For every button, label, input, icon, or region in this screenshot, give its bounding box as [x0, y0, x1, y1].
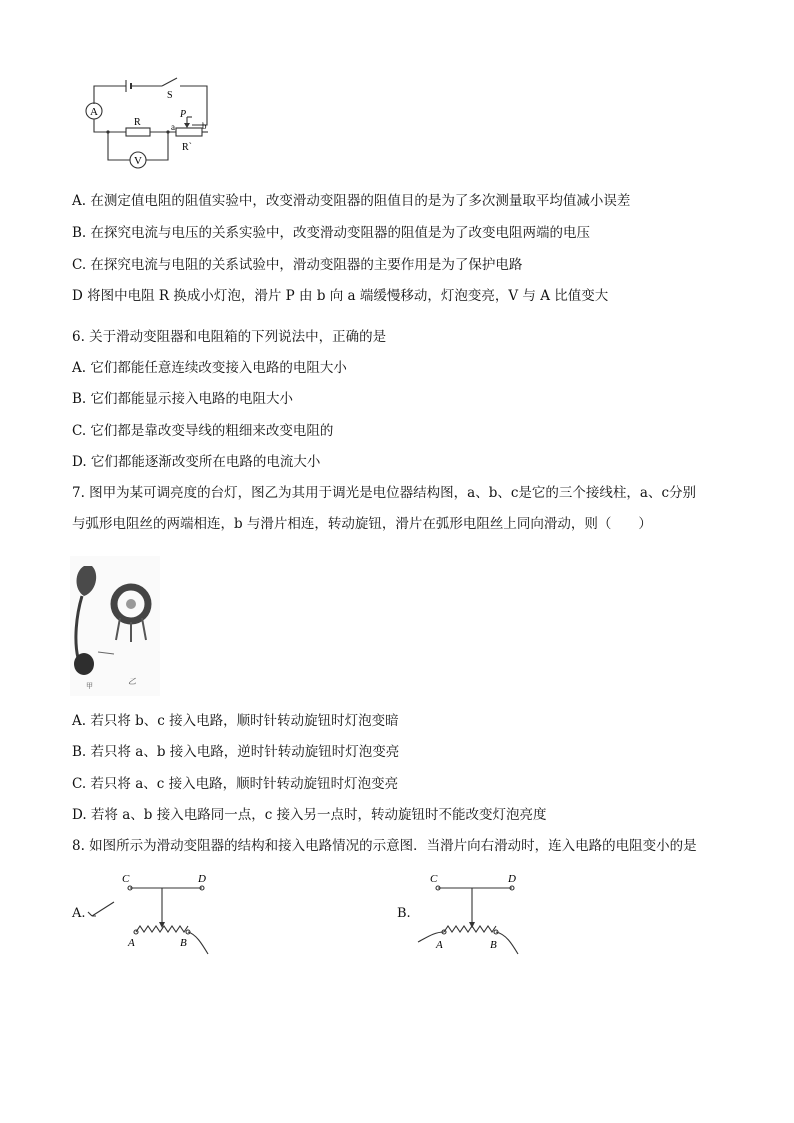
q8a-terminal-c: C	[122, 873, 130, 885]
q8-option-b-label: B.	[397, 906, 411, 921]
voltmeter-label: V	[134, 155, 142, 167]
q8a-terminal-a: A	[128, 937, 135, 949]
rheostat-label: R`	[182, 142, 192, 153]
q7-option-b: B. 若只将 a、b 接入电路，逆时针转动旋钮时灯泡变亮	[72, 744, 400, 760]
lamp-and-potentiometer-photo	[70, 556, 160, 696]
q5-option-a: A. 在测定值电阻的阻值实验中，改变滑动变阻器的阻值目的是为了多次测量取平均值减小误差	[72, 193, 631, 209]
q7-option-c: C. 若只将 a、c 接入电路，顺时针转动旋钮时灯泡变亮	[72, 776, 399, 792]
q6-option-d: D. 它们都能逐渐改变所在电路的电流大小	[72, 454, 321, 470]
svg-text:甲: 甲	[86, 682, 93, 690]
q8b-terminal-c: C	[430, 873, 438, 885]
q7-stem-line1: 7. 图甲为某可调亮度的台灯，图乙为其用于调光是电位器结构图，a、b、c是它的三个接线柱，a、c分别	[72, 485, 697, 501]
q8a-terminal-d: D	[198, 873, 206, 885]
end-a-label: a	[171, 122, 175, 132]
q8b-terminal-a: A	[436, 939, 443, 951]
q8-stem: 8. 如图所示为滑动变阻器的结构和接入电路情况的示意图．当滑片向右滑动时，连入电路的电阻变小的是	[72, 838, 697, 854]
q8b-terminal-d: D	[508, 873, 516, 885]
slider-label: P	[180, 109, 187, 120]
q8b-terminal-b: B	[490, 939, 497, 951]
q6-option-b: B. 它们都能显示接入电路的电阻大小	[72, 391, 294, 407]
end-b-label: b	[202, 121, 207, 131]
resistor-label: R	[134, 117, 141, 128]
q8a-terminal-b: B	[180, 937, 187, 949]
q5-option-d: D 将图中电阻 R 换成小灯泡，滑片 P 由 b 向 a 端缓慢移动，灯泡变亮，V 与 A 比值变大	[72, 288, 609, 304]
q7-option-a: A. 若只将 b、c 接入电路，顺时针转动旋钮时灯泡变暗	[72, 713, 399, 729]
switch-label: S	[167, 90, 173, 101]
q8-figure-a	[84, 868, 214, 960]
q6-option-a: A. 它们都能任意连续改变接入电路的电阻大小	[72, 360, 347, 376]
ammeter-label: A	[90, 106, 98, 118]
q8-option-a-label: A.	[72, 906, 86, 921]
q5-option-b: B. 在探究电流与电压的关系实验中，改变滑动变阻器的阻值是为了改变电阻两端的电压	[72, 225, 591, 241]
q6-stem: 6. 关于滑动变阻器和电阻箱的下列说法中，正确的是	[72, 329, 387, 345]
q7-option-d: D. 若将 a、b 接入电路同一点，c 接入另一点时，转动旋钮时不能改变灯泡亮度	[72, 807, 547, 823]
q8-figure-b	[410, 868, 530, 960]
circuit-diagram	[82, 72, 216, 178]
q5-option-c: C. 在探究电流与电阻的关系试验中，滑动变阻器的主要作用是为了保护电路	[72, 257, 523, 273]
svg-text:乙: 乙	[128, 677, 136, 686]
q7-stem-line2: 与弧形电阻丝的两端相连，b 与滑片相连，转动旋钮，滑片在弧形电阻丝上同向滑动，则（ ）	[72, 516, 652, 532]
q6-option-c: C. 它们都是靠改变导线的粗细来改变电阻的	[72, 423, 334, 439]
